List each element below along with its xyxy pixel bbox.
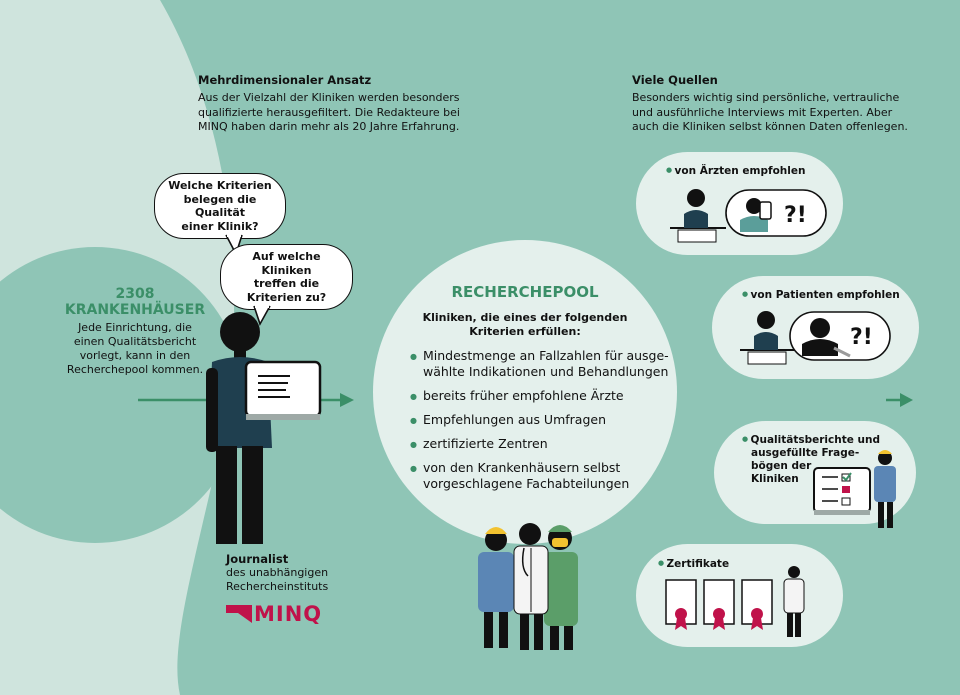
approach-line: MINQ haben darin mehr als 20 Jahre Erfahrung. bbox=[198, 120, 460, 133]
bubble-line: einer Klinik? bbox=[181, 219, 259, 233]
speech-bubble-clinics bbox=[220, 244, 353, 310]
source-reports-line: ausgefüllte Frage- bbox=[751, 447, 860, 459]
certificate-1 bbox=[666, 580, 696, 630]
criteria-text: ● von den Krankenhäusern selbst bbox=[423, 460, 621, 475]
bubble-line: treffen die bbox=[253, 277, 320, 290]
source-doctors-label: ● von Ärzten empfohlen bbox=[666, 164, 805, 178]
source-doctors-qe: ?! bbox=[784, 203, 807, 228]
source-certificates-label: ● Zertifikate bbox=[658, 557, 729, 571]
source-reports-line: bögen der bbox=[751, 460, 812, 472]
journalist-block bbox=[226, 552, 328, 626]
doctor-small-icon bbox=[784, 566, 804, 637]
criteria-item bbox=[410, 412, 680, 428]
recherchepool-block bbox=[388, 283, 662, 339]
criteria-text: wählte Indikationen und Behandlungen bbox=[423, 364, 669, 379]
criteria-item bbox=[410, 436, 680, 452]
approach-block bbox=[198, 73, 460, 135]
criteria-item bbox=[410, 460, 680, 492]
source-patients-qe: ?! bbox=[850, 325, 873, 350]
patients-interview-icon bbox=[738, 306, 904, 370]
certificates-icon bbox=[664, 566, 814, 640]
arrow-head-right bbox=[900, 393, 913, 407]
hospital-label: KRANKENHÄUSER bbox=[64, 302, 206, 318]
approach-line: qualifizierte herausgefiltert. Die Redakteure bei bbox=[198, 105, 460, 119]
sources-intro-line: auch die Kliniken selbst können Daten offenlegen. bbox=[632, 120, 908, 133]
hospital-line: vorlegt, kann in den bbox=[79, 349, 191, 362]
arrow-head-left bbox=[340, 393, 354, 407]
criteria-text: vorgeschlagene Fachabteilungen bbox=[423, 476, 630, 491]
minq-logo-mark bbox=[226, 605, 252, 623]
source-reports-line: Kliniken bbox=[751, 473, 799, 485]
criteria-text: ● Mindestmenge an Fallzahlen für ausge- bbox=[423, 348, 669, 363]
certificate-3 bbox=[742, 580, 772, 630]
hospitals-block bbox=[60, 286, 210, 377]
bubble-line: belegen die Qualität bbox=[183, 192, 257, 219]
sources-intro-line: Besonders wichtig sind persönliche, vertrauliche bbox=[632, 91, 900, 104]
criteria-text: ● bereits früher empfohlene Ärzte bbox=[423, 388, 624, 403]
source-reports-line: Qualitätsberichte und bbox=[750, 434, 880, 446]
reports-icon bbox=[810, 446, 906, 532]
criteria-text: ● Empfehlungen aus Umfragen bbox=[423, 412, 607, 427]
pool-subtitle-line: Kliniken, die eines der folgenden bbox=[422, 311, 628, 324]
source-patients-label: ● von Patienten empfohlen bbox=[742, 288, 900, 302]
doctors-interview-icon bbox=[668, 184, 834, 248]
medical-staff-illustration bbox=[470, 508, 590, 653]
sources-intro-title: Viele Quellen bbox=[632, 73, 718, 87]
hospital-line: Recherchepool kommen. bbox=[66, 363, 204, 376]
journalist-line: des unabhängigen bbox=[226, 566, 329, 579]
hospital-line: Jede Einrichtung, die bbox=[78, 321, 192, 334]
bubble-line: Auf welche Kliniken bbox=[252, 250, 321, 277]
minq-logo-text: MINQ bbox=[254, 602, 323, 626]
bubble-line: Kriterien zu? bbox=[246, 290, 327, 304]
criteria-item bbox=[410, 348, 680, 380]
speech-bubble-criteria bbox=[154, 173, 286, 239]
approach-line: Aus der Vielzahl der Kliniken werden besonders bbox=[198, 91, 460, 104]
criteria-list bbox=[410, 348, 680, 500]
approach-title: Mehrdimensionaler Ansatz bbox=[198, 73, 372, 87]
hospital-line: einen Qualitätsbericht bbox=[73, 335, 197, 348]
pool-subtitle-line: Kriterien erfüllen: bbox=[469, 325, 581, 338]
journalist-figure bbox=[196, 308, 326, 548]
journalist-title: Journalist bbox=[226, 552, 289, 566]
hospital-count: 2308 bbox=[115, 286, 155, 302]
minq-logo bbox=[226, 602, 328, 626]
criteria-text: ● zertifizierte Zentren bbox=[423, 436, 548, 451]
criteria-item bbox=[410, 388, 680, 404]
pool-title: RECHERCHEPOOL bbox=[451, 283, 599, 301]
sources-intro-line: und ausführliche Interviews mit Experten. Aber bbox=[632, 105, 893, 119]
journalist-line: Rechercheinstituts bbox=[226, 580, 329, 593]
sources-intro-block bbox=[632, 73, 908, 135]
bubble-line: Welche Kriterien bbox=[168, 179, 272, 192]
certificate-2 bbox=[704, 580, 734, 630]
